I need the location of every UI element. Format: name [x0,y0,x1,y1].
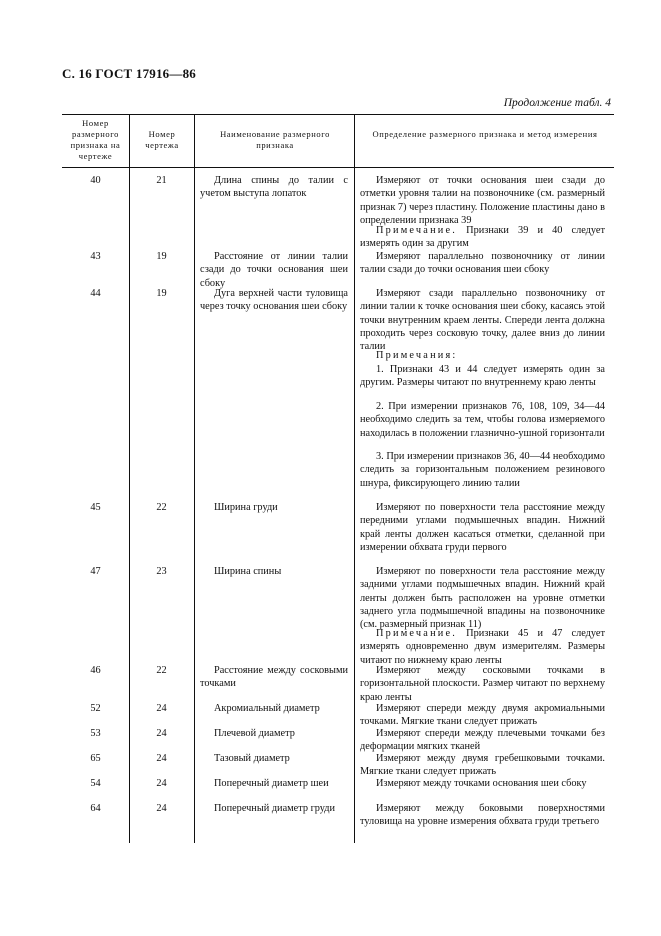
feature-note: 1. Признаки 43 и 44 следует измерять один за другим. Размеры читают по внутреннему краю ленты [360,364,605,389]
feature-definition: Измеряют между двумя гребешковыми точками. Мягкие ткани следует прижать [360,753,605,778]
note-text: Признаки 45 и 47 следует измерять одновременно двум измерителям. Размеры читают по нижнему краю ленты [360,628,605,666]
drawing-number: 19 [156,288,167,299]
note-text: Признаки 39 и 40 следует измерять один за другим [360,225,605,250]
feature-name: Поперечный диаметр груди [214,803,336,814]
drawing-number: 24 [156,703,167,714]
header-name: Наименование размерного признака [220,129,330,150]
notes-label: Примечания: [376,350,458,361]
drawing-number: 22 [156,665,167,676]
feature-note: 3. При измерении признаков 36, 40—44 необходимо следить за горизонтальным положением резинового шнура, фиксирующего линию талии [360,451,605,489]
feature-definition: Измеряют спереди между плечевыми точками без деформации мягких тканей [360,728,605,753]
drawing-number: 24 [156,803,167,814]
drawing-number: 24 [156,753,167,764]
feature-name: Ширина груди [214,502,278,513]
drawing-number: 21 [156,175,167,186]
column-divider [354,114,355,843]
feature-number: 40 [90,175,101,186]
feature-number: 65 [90,753,101,764]
feature-note [360,224,605,251]
table-caption: Продолжение табл. 4 [503,97,611,109]
feature-name: Дуга верхней части туловища через точку основания шеи сбоку [200,288,348,313]
feature-definition: Измеряют сзади параллельно позвоночнику от линии талии к точке основания шеи сбоку, касаясь этой точки внутренним краем ленты. Спереди лента должна проходить через сосковую точку, далее вниз до линии талии [360,288,605,353]
feature-number: 47 [90,566,101,577]
drawing-number: 22 [156,502,167,513]
feature-definition: Измеряют по поверхности тела расстояние между задними углами подмышечных впадин. Нижний край ленты должен быть расположен на уровне отметки заднего угла подмышечной впадины на позвоночнике (см. размерный признак 11) [360,566,605,631]
header-feature-number: Номер размерного признака на чертеже [70,118,121,161]
feature-name: Поперечный диаметр шеи [214,778,329,789]
feature-name: Длина спины до талии с учетом выступа лопаток [200,175,348,200]
note-label: Примечание. [376,628,458,639]
feature-definition: Измеряют параллельно позвоночнику от линии талии сзади до точки основания шеи сбоку [360,251,605,276]
drawing-number: 19 [156,251,167,262]
drawing-number: 24 [156,778,167,789]
feature-definition: Измеряют спереди между двумя акромиальными точками. Мягкие ткани следует прижать [360,703,605,728]
table-header-rule [62,167,614,168]
feature-name: Расстояние между сосковыми точками [200,665,348,690]
feature-name: Плечевой диаметр [214,728,295,739]
feature-number: 54 [90,778,101,789]
feature-number: 44 [90,288,101,299]
feature-definition: Измеряют между точками основания шеи сбоку [376,778,587,789]
feature-definition: Измеряют от точки основания шеи сзади до отметки уровня талии на позвоночнике (см. размерный признак 7) через пластину. Положение пластины дано в определении признака 39 [360,175,605,226]
feature-definition: Измеряют между боковыми поверхностями туловища на уровне измерения обхвата груди третьего [360,803,605,828]
feature-number: 45 [90,502,101,513]
note-label: Примечание. [376,225,458,236]
feature-definition: Измеряют между сосковыми точками в горизонтальной плоскости. Размер читают по верхнему краю ленты [360,665,605,703]
drawing-number: 23 [156,566,167,577]
feature-note: 2. При измерении признаков 76, 108, 109, 34—44 необходимо следить за тем, чтобы голова измеряемого находилась в положении глазнично-ушной горизонтали [360,401,605,439]
column-divider [194,114,195,843]
feature-number: 53 [90,728,101,739]
feature-note [360,627,605,667]
feature-number: 46 [90,665,101,676]
feature-number: 43 [90,251,101,262]
feature-name: Акромиальный диаметр [214,703,320,714]
feature-name: Тазовый диаметр [214,753,290,764]
page-header: С. 16 ГОСТ 17916—86 [62,66,196,81]
feature-number: 52 [90,703,101,714]
feature-number: 64 [90,803,101,814]
header-drawing-number: Номер чертежа [145,129,179,150]
feature-definition: Измеряют по поверхности тела расстояние между передними углами подмышечных впадин. Нижний край ленты должен касаться отметки, сделанной при измерении обхвата груди первого [360,502,605,553]
drawing-number: 24 [156,728,167,739]
feature-name: Расстояние от линии талии сзади до точки основания шеи сбоку [200,251,348,289]
header-definition: Определение размерного признака и метод измерения [372,129,598,139]
table-top-rule [62,114,614,115]
feature-name: Ширина спины [214,566,282,577]
